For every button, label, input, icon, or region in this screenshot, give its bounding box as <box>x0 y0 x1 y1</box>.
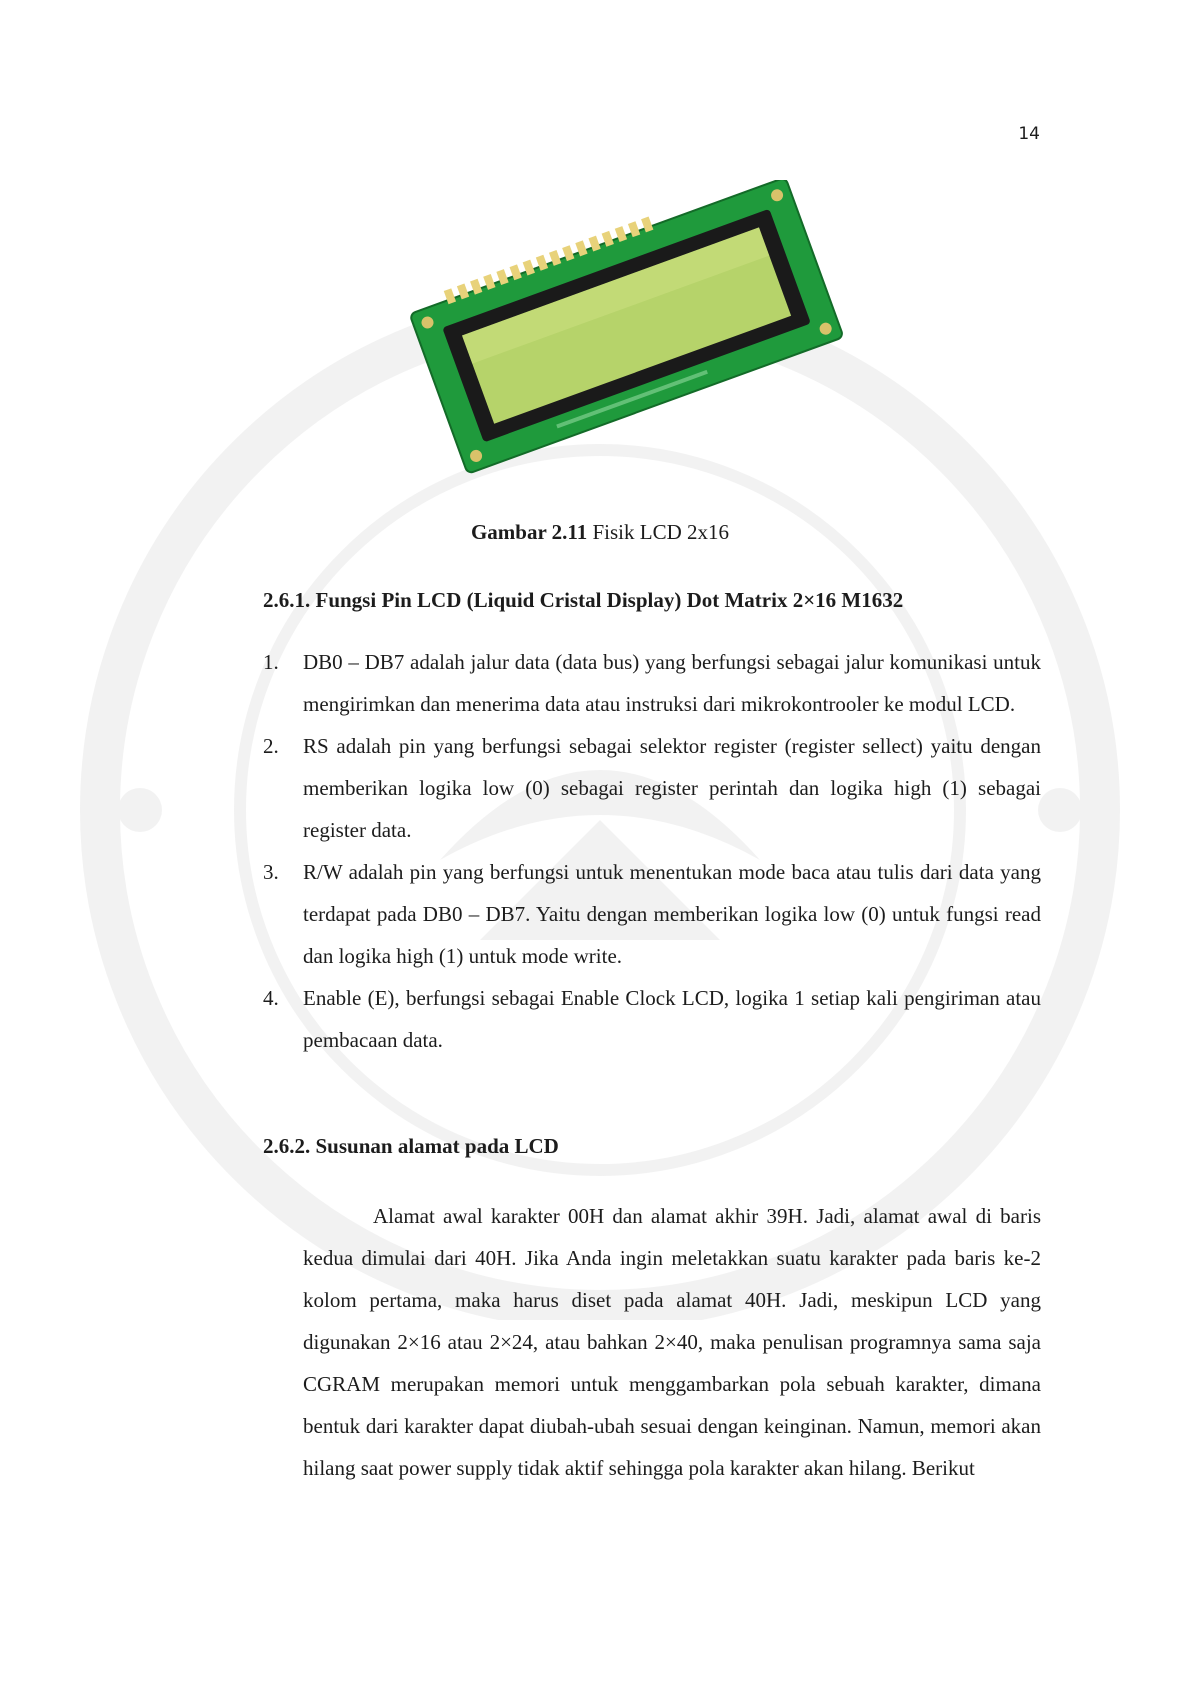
list-item-number: 2. <box>263 734 279 758</box>
lcd-2x16-image <box>410 180 850 490</box>
list-item-text: R/W adalah pin yang berfungsi untuk menentukan mode baca atau tulis dari data yang terdapat pada DB0 – DB7. Yaitu dengan memberikan logika low (0) untuk fungsi read dan logika high (1) untuk mode write. <box>303 860 1041 968</box>
body-paragraph: Alamat awal karakter 00H dan alamat akhir 39H. Jadi, alamat awal di baris kedua dimulai dari 40H. Jika Anda ingin meletakkan suatu karakter pada baris ke-2 kolom pertama, maka harus diset pada alamat 40H. Jadi, meskipun LCD yang digunakan 2×16 atau 2×24, atau bahkan 2×40, maka penulisan programnya sama saja CGRAM merupakan memori untuk menggambarkan pola sebuah karakter, dimana bentuk dari karakter dapat diubah-ubah sesuai dengan keinginan. Namun, memori akan hilang saat power supply tidak aktif sehingga pola karakter akan hilang. Berikut <box>303 1204 1041 1480</box>
figure-caption-text: Fisik LCD 2x16 <box>587 520 730 544</box>
section-heading-pin-functions: 2.6.1. Fungsi Pin LCD (Liquid Cristal Display) Dot Matrix 2×16 M1632 <box>263 588 904 612</box>
page-number: 14 <box>1018 124 1040 144</box>
list-item-text: Enable (E), berfungsi sebagai Enable Clock LCD, logika 1 setiap kali pengiriman atau pembacaan data. <box>303 986 1041 1052</box>
figure-caption <box>0 520 1200 545</box>
list-item-number: 1. <box>263 650 279 674</box>
list-item <box>263 641 1041 725</box>
list-item-text: DB0 – DB7 adalah jalur data (data bus) yang berfungsi sebagai jalur komunikasi untuk mengirimkan dan menerima data atau instruksi dari mikrokontrooler ke modul LCD. <box>303 650 1041 716</box>
list-item-number: 4. <box>263 986 279 1010</box>
section-heading-lcd-address: 2.6.2. Susunan alamat pada LCD <box>263 1134 559 1158</box>
pin-function-list <box>263 641 1041 1061</box>
list-item <box>263 725 1041 851</box>
list-item <box>263 851 1041 977</box>
figure-caption-label: Gambar 2.11 <box>470 520 588 544</box>
list-item <box>263 977 1041 1061</box>
list-item-text: RS adalah pin yang berfungsi sebagai selektor register (register sellect) yaitu dengan memberikan logika low (0) sebagai register perintah dan logika high (1) sebagai register data. <box>303 734 1041 842</box>
list-item-number: 3. <box>263 860 279 884</box>
